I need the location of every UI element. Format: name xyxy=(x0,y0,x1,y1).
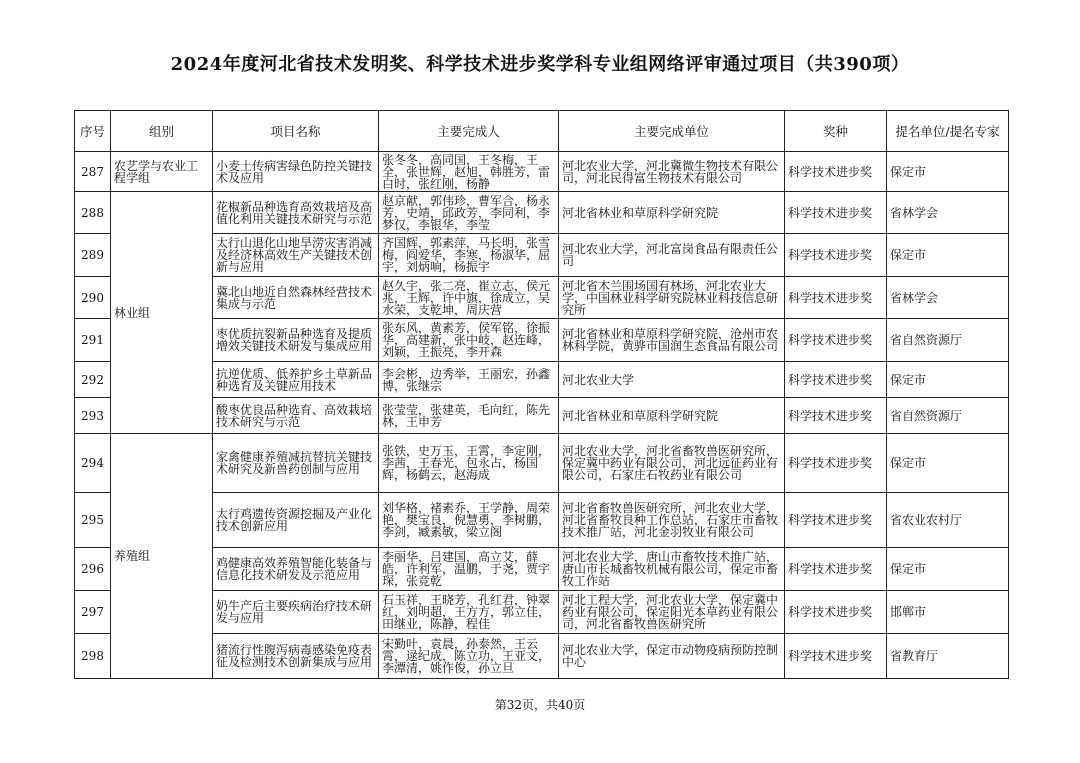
main-units: 河北省林业和草原科学研究院 xyxy=(559,192,785,234)
header-group: 组别 xyxy=(111,111,213,152)
row-no: 290 xyxy=(75,277,111,319)
award-type: 科学技术进步奖 xyxy=(785,277,887,319)
project-name: 抗逆优质、低养护乡土草新品种选育及关键应用技术 xyxy=(213,362,379,398)
main-units: 河北省畜牧兽医研究所，河北农业大学，河北省畜牧良种工作总站，石家庄市畜牧技术推广站，河北金羽牧业有限公司 xyxy=(559,493,785,548)
project-name: 小麦土传病害绿色防控关键技术及应用 xyxy=(213,152,379,192)
row-no: 294 xyxy=(75,434,111,493)
row-no: 295 xyxy=(75,493,111,548)
row-no: 287 xyxy=(75,152,111,192)
project-name: 太行鸡遗传资源挖掘及产业化技术创新应用 xyxy=(213,493,379,548)
main-units: 河北农业大学，唐山市畜牧技术推广站，唐山市长城畜牧机械有限公司，保定市畜牧工作站 xyxy=(559,548,785,591)
award-type: 科学技术进步奖 xyxy=(785,234,887,277)
main-people: 张莹莹，张建英，毛向红，陈先林，王申芳 xyxy=(379,398,559,434)
nominator: 省自然资源厅 xyxy=(887,398,1009,434)
nominator: 省农业农村厅 xyxy=(887,493,1009,548)
main-people: 张东风，黄素芳，侯军铭，徐振华，高建新，张中岐，赵连峰，刘颖，王振亮，李开森 xyxy=(379,319,559,362)
main-units: 河北农业大学，河北富岗食品有限责任公司 xyxy=(559,234,785,277)
row-no: 289 xyxy=(75,234,111,277)
header-main-people: 主要完成人 xyxy=(379,111,559,152)
award-type: 科学技术进步奖 xyxy=(785,319,887,362)
page-number: 第32页，共40页 xyxy=(494,698,586,712)
nominator: 省自然资源厅 xyxy=(887,319,1009,362)
table-row xyxy=(75,234,1009,277)
row-no: 298 xyxy=(75,634,111,679)
main-units: 河北农业大学 xyxy=(559,362,785,398)
table-row xyxy=(75,634,1009,679)
project-table xyxy=(74,110,1009,679)
main-people: 张冬冬，高同国，王冬梅，王全，张世辉，赵旭，韩胜芳，雷白时，张红刚，杨静 xyxy=(379,152,559,192)
award-type: 科学技术进步奖 xyxy=(785,192,887,234)
table-row xyxy=(75,398,1009,434)
group-cell: 养殖组 xyxy=(111,434,213,679)
award-type: 科学技术进步奖 xyxy=(785,634,887,679)
project-name: 太行山退化山地旱涝灾害消减及经济林高效生产关键技术创新与应用 xyxy=(213,234,379,277)
main-units: 河北农业大学，保定市动物疫病预防控制中心 xyxy=(559,634,785,679)
table-row xyxy=(75,152,1009,192)
main-units: 河北省林业和草原科学研究院 xyxy=(559,398,785,434)
table-row xyxy=(75,434,1009,493)
main-people: 刘华格，褚素乔，王学静，周荣艳，樊宝良，倪慧勇，李树鹏，李剑，臧素敏，梁立阁 xyxy=(379,493,559,548)
table-row xyxy=(75,319,1009,362)
main-units: 河北农业大学，河北冀微生物技术有限公司，河北民得富生物技术有限公司 xyxy=(559,152,785,192)
nominator: 保定市 xyxy=(887,548,1009,591)
project-name: 酸枣优良品种选育、高效栽培技术研究与示范 xyxy=(213,398,379,434)
row-no: 296 xyxy=(75,548,111,591)
award-type: 科学技术进步奖 xyxy=(785,548,887,591)
project-name: 猪流行性腹泻病毒感染免疫表征及检测技术创新集成与应用 xyxy=(213,634,379,679)
group-cell: 农艺学与农业工程学组 xyxy=(111,152,213,192)
main-people: 张铁，史万玉，王霄，李定刚，李茜，王春光，包永占，杨国辉，杨鹤云，赵海成 xyxy=(379,434,559,493)
table-row xyxy=(75,591,1009,634)
header-award-type: 奖种 xyxy=(785,111,887,152)
row-no: 297 xyxy=(75,591,111,634)
nominator: 保定市 xyxy=(887,152,1009,192)
nominator: 保定市 xyxy=(887,434,1009,493)
header-main-units: 主要完成单位 xyxy=(559,111,785,152)
row-no: 292 xyxy=(75,362,111,398)
nominator: 省林学会 xyxy=(887,277,1009,319)
project-name: 家禽健康养殖减抗替抗关键技术研究及新兽药创制与应用 xyxy=(213,434,379,493)
row-no: 288 xyxy=(75,192,111,234)
main-people: 赵京献，郭伟珍，曹军合，杨永芳，史靖，邱政芳，李同利，李梦仅，李银华，李莹 xyxy=(379,192,559,234)
table-header-row xyxy=(75,111,1009,152)
project-name: 花椒新品种选育高效栽培及高值化利用关键技术研究与示范 xyxy=(213,192,379,234)
main-people: 宋勤叶，袁晨，孙泰然，王云霄，逯纪成，陈立功，王亚文，李潭清，姚作俊，孙立旦 xyxy=(379,634,559,679)
nominator: 保定市 xyxy=(887,234,1009,277)
main-people: 齐国辉，郭素萍，马长明，张雪梅，阎爱华，李寒，杨淑华，屈宇，刘炳响，杨振宇 xyxy=(379,234,559,277)
award-type: 科学技术进步奖 xyxy=(785,398,887,434)
table-row xyxy=(75,493,1009,548)
award-type: 科学技术进步奖 xyxy=(785,362,887,398)
award-type: 科学技术进步奖 xyxy=(785,591,887,634)
table-row xyxy=(75,192,1009,234)
main-people: 石玉祥，王晓芳，孔红君，钟翠红，刘明超，王方方，郭立佳，田继业，陈静，程佳 xyxy=(379,591,559,634)
project-name: 枣优质抗裂新品种选育及提质增效关键技术研发与集成应用 xyxy=(213,319,379,362)
main-units: 河北工程大学，河北农业大学，保定冀中药业有限公司，保定阳光本草药业有限公司，河北省畜牧兽医研究所 xyxy=(559,591,785,634)
document-title: 2024年度河北省技术发明奖、科学技术进步奖学科专业组网络评审通过项目（共390项） xyxy=(170,54,910,75)
main-units: 河北省林业和草原科学研究院，沧州市农林科学院，黄骅市国润生态食品有限公司 xyxy=(559,319,785,362)
header-no: 序号 xyxy=(75,111,111,152)
group-cell: 林业组 xyxy=(111,192,213,434)
main-units: 河北农业大学，河北省畜牧兽医研究所，保定冀中药业有限公司，河北远征药业有限公司，石家庄石牧药业有限公司 xyxy=(559,434,785,493)
table-row xyxy=(75,277,1009,319)
main-people: 赵久宇，张二亮，崔立志，侯元兆，王辉，许中旗，徐成立，吴水荣，支乾坤，周庆营 xyxy=(379,277,559,319)
nominator: 邯郸市 xyxy=(887,591,1009,634)
header-nominator: 提名单位/提名专家 xyxy=(887,111,1009,152)
header-project-name: 项目名称 xyxy=(213,111,379,152)
table-row xyxy=(75,548,1009,591)
award-type: 科学技术进步奖 xyxy=(785,434,887,493)
main-units: 河北省木兰围场国有林场，河北农业大学，中国林业科学研究院林业科技信息研究所 xyxy=(559,277,785,319)
main-people: 李丽华，吕建国，高立艾，薛皓，许利军，温鹏，于尧，贾宇琛，张竞乾 xyxy=(379,548,559,591)
project-name: 冀北山地近自然森林经营技术集成与示范 xyxy=(213,277,379,319)
nominator: 省林学会 xyxy=(887,192,1009,234)
main-people: 李会彬，边秀举，王丽宏，孙鑫博，张继宗 xyxy=(379,362,559,398)
row-no: 291 xyxy=(75,319,111,362)
row-no: 293 xyxy=(75,398,111,434)
project-name: 鸡健康高效养殖智能化装备与信息化技术研发及示范应用 xyxy=(213,548,379,591)
table-row xyxy=(75,362,1009,398)
award-type: 科学技术进步奖 xyxy=(785,493,887,548)
project-name: 奶牛产后主要疾病治疗技术研发与应用 xyxy=(213,591,379,634)
nominator: 省教育厅 xyxy=(887,634,1009,679)
nominator: 保定市 xyxy=(887,362,1009,398)
award-type: 科学技术进步奖 xyxy=(785,152,887,192)
